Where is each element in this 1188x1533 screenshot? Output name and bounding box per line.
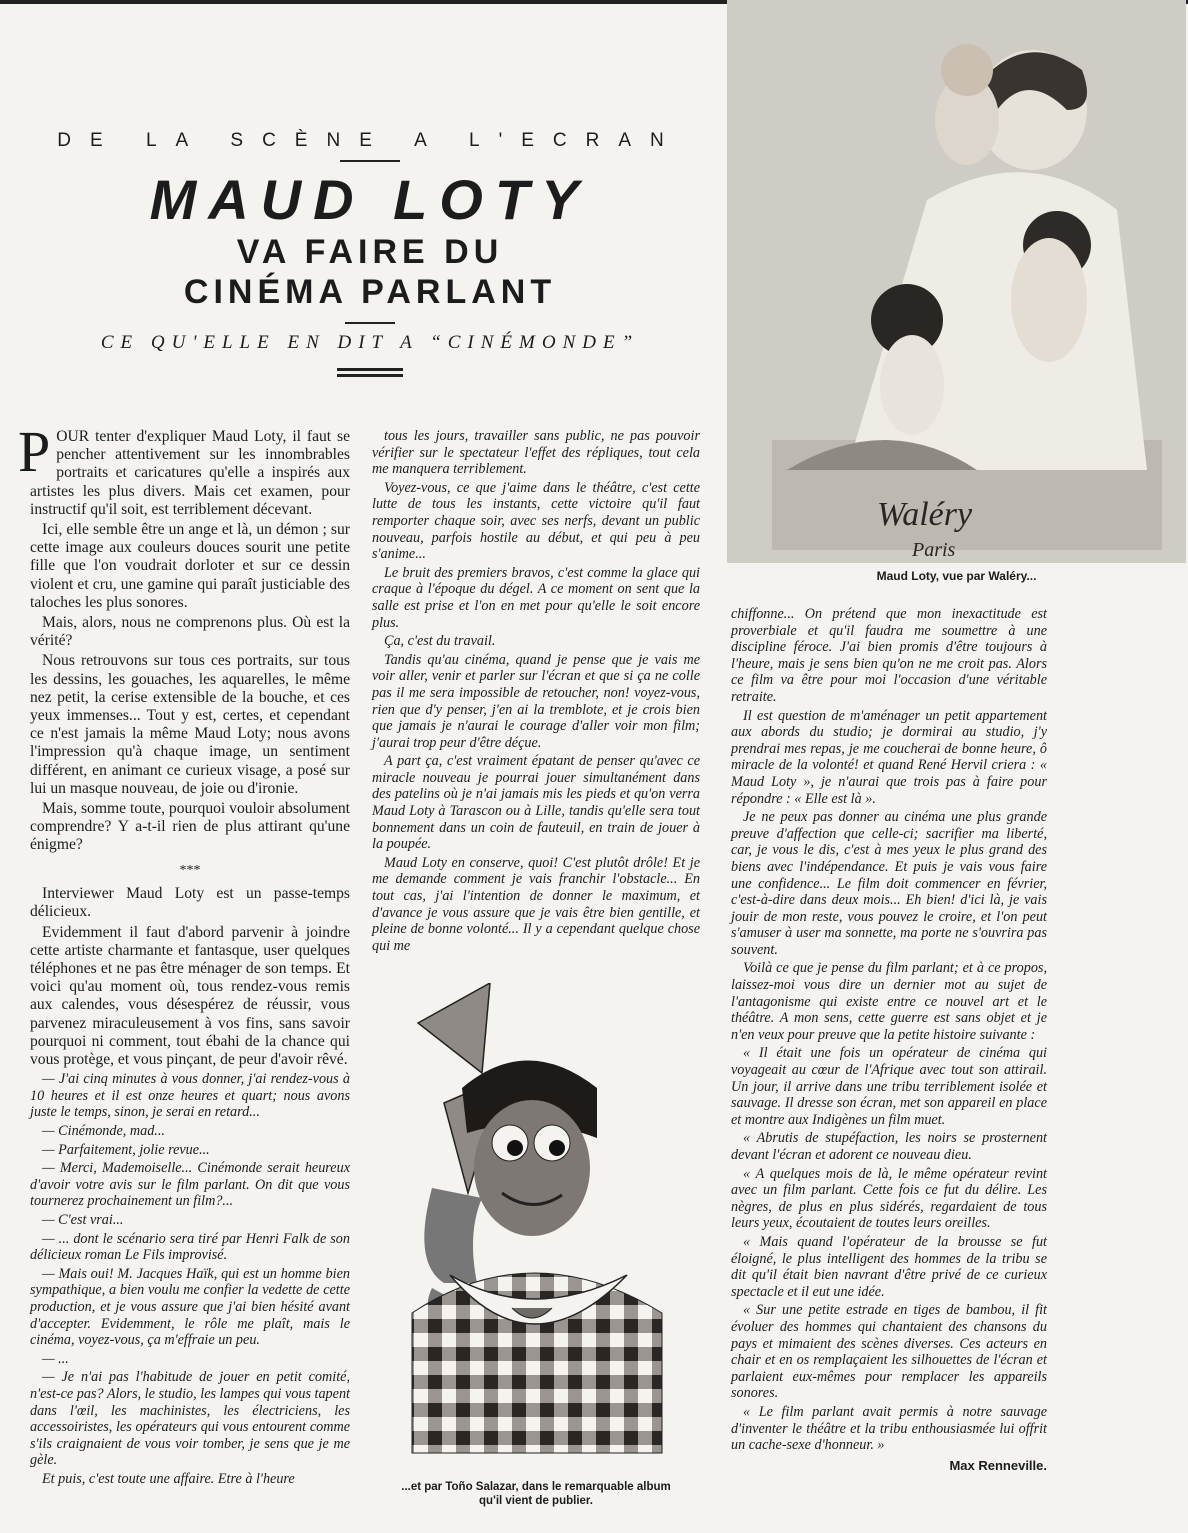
paragraph: tous les jours, travailler sans public, ne pas pouvoir vérifier sur le spectateur l'effet des répliques, tout cela me manquera terriblement. [372, 428, 700, 478]
section-separator: *** [179, 862, 201, 878]
paragraph: « A quelques mois de là, le même opérateur revint avec un film parlant. Cette fois ce fut du délire. Les nègres, de plus en plus sidérés, regardaient de tous leurs yeux, écoutaient de toutes leurs oreilles. [731, 1165, 1047, 1232]
paragraph: « Le film parlant avait permis à notre sauvage d'inventer le théâtre et la tribu enthousiasmée lui offrit un cache-sexe d'honneur. » [731, 1403, 1047, 1454]
subtitle-line-1: VA FAIRE DU [236, 233, 504, 271]
illustration-caption [372, 1480, 700, 1508]
photo-maud-loty-with-dolls [727, 0, 1186, 563]
subtitle-line-2: CINÉMA PARLANT [183, 273, 557, 311]
paragraph: « Mais quand l'opérateur de la brousse se fut éloigné, le plus intelligent des hommes de la tribu se dit qu'il était bien navrant d'être privé de ce curieux spectacle et il eut une idée. [731, 1233, 1047, 1300]
divider [340, 160, 400, 162]
column-3 [731, 606, 1047, 1474]
article-title: MAUD LOTY [149, 168, 591, 231]
dialogue-line: — ... dont le scénario sera tiré par Henri Falk de son délicieux roman Le Fils improvisé. [30, 1230, 350, 1264]
article-header [20, 130, 720, 380]
paragraph: Nous retrouvons sur tous ces portraits, sur tous les dessins, les gouaches, les aquarelles, le même nez petit, la cerise extensible de la bouche, et ces yeux immenses... Tout y est, certes, et cependant ce n'est jamais la même Maud Loty; nous avons l'impression qu'à chaque image, un sentiment différent, en animant ce curieux visage, a posé sur lui un masque nouveau, de joie ou d'ironie. [30, 652, 350, 797]
paragraph: Voilà ce que je pense du film parlant; et à ce propos, laissez-moi vous dire un dernier mot au sujet de l'antagonisme qui existe entre ce nouvel art et le théâtre. A mon sens, cette guerre est sans objet et je n'en veux pour preuve que la petite histoire suivante : [731, 960, 1047, 1043]
paragraph: « Abrutis de stupéfaction, les noirs se prosternent devant l'écran et adorent ce nouveau dieu. [731, 1130, 1047, 1163]
dialogue-line: — J'ai cinq minutes à vous donner, j'ai rendez-vous à 10 heures et il est onze heures et quart; nous avons juste le temps, sinon, je serai en retard... [30, 1071, 350, 1121]
paragraph: Ici, elle semble être un ange et là, un démon ; sur cette image aux couleurs douces sourit une petite fille que l'on voudrait dorloter et sur ce dessin violent et cru, une gamine qui paraît justiciable des taloches les plus sonores. [30, 521, 350, 611]
caricature-drawing [372, 983, 700, 1460]
photo-drawing [727, 0, 1186, 563]
paragraph: Mais, alors, nous ne comprenons plus. Où est la vérité? [30, 614, 350, 650]
dialogue-line: — Mais oui! M. Jacques Haïk, qui est un homme bien sympathique, a bien voulu me confier la vedette de cette production, et je vous assure que j'ai bien hésité avant d'accepter. Evidemment, le rôle me plaît, mais le cinéma, voyez-vous, ça m'effraie un peu. [30, 1265, 350, 1349]
caption-line-1: ...et par Toño Salazar, dans le remarquable album [401, 1481, 671, 1493]
paragraph: « Il était une fois un opérateur de cinéma qui voyageait au cœur de l'Afrique avec tout son attirail. Un jour, il arrive dans une tribu terriblement isolée et sauvage. Il dresse son écran, met son appareil en place et montre aux Indigènes un film muet. [731, 1045, 1047, 1128]
dialogue-line: — Merci, Mademoiselle... Cinémonde serait heureux d'avoir votre avis sur le film parlant. On dit que vous tournerez prochainement un film?... [30, 1160, 350, 1210]
paragraph: Mais, somme toute, pourquoi vouloir absolument comprendre? Y a-t-il rien de plus attirant qu'une énigme? [30, 800, 350, 854]
dropcap: P [18, 419, 51, 484]
dialogue-line: — ... [42, 1350, 69, 1367]
dialogue-line: — Je n'ai pas l'habitude de jouer en petit comité, n'est-ce pas? Alors, le studio, les lampes qui vous tapent dans l'œil, les machinistes, les électriciens, les accessoiristes, les opérateurs qui vous entourent comme s'ils craignaient de vous voir tomber, je sens que je me gèle. [30, 1369, 350, 1469]
paragraph: Ça, c'est du travail. [384, 633, 496, 650]
kicker: DE LA SCÈNE A L'ECRAN [57, 130, 683, 151]
paragraph: A part ça, c'est vraiment épatant de penser qu'avec ce miracle nouveau je pourrai jouer simultanément dans des patelins où je n'ai jamais mis les pieds et qu'on verra Maud Loty à Tarascon ou à Lille, tandis qu'elle sera tout bonnement dans un coin de fauteuil, en train de jouer à la poupée. [372, 753, 700, 853]
column-1 [18, 419, 350, 1490]
caption-line-2: qu'il vient de publier. [479, 1495, 593, 1507]
decorative-rule [337, 368, 403, 377]
dialogue-line: — C'est vrai... [42, 1212, 124, 1229]
paragraph: chiffonne... On prétend que mon inexactitude est proverbiale et qu'il faudra me soumettre à une discipline féroce. J'ai bien promis d'être toujours à l'heure, mais je sens bien qu'on ne me croit pas. Alors ce film va être pour moi l'occasion d'une véritable retraite. [731, 606, 1047, 705]
tagline: CE QU'ELLE EN DIT A “CINÉMONDE” [100, 332, 640, 353]
photo-caption: Maud Loty, vue par Waléry... [876, 569, 1037, 583]
paragraph: Il est question de m'aménager un petit appartement aux abords du studio; je dormirai au studio, j'y prendrai mes repas, je me coucherai de bonne heure, ô miracle de la volonté! et quand René Hervil criera : « Maud Loty », je n'aurai que trois pas à faire pour répondre : « Elle est là ». [731, 707, 1047, 807]
paragraph: Interviewer Maud Loty est un passe-temps délicieux. [30, 885, 350, 921]
paragraph: Je ne peux pas donner au cinéma une plus grande preuve d'affection que celle-ci; sacrifier ma liberté, car, je vous le dis, c'est à mes yeux le plus grand des biens avec l'indépendance. Et puis je vais vous faire une confidence... Le film doit commencer en février, c'est-à-dire dans deux mois... Eh bien! d'ici là, je vais jouir de mon reste, vous pouvez le croire, et l'on peut s'amuser à user ma sonnette, ma porte ne s'ouvrira pas souvent. [731, 809, 1047, 958]
dialogue-line: — Parfaitement, jolie revue... [42, 1141, 210, 1158]
column-2 [372, 428, 700, 956]
paragraph: « Sur une petite estrade en tiges de bambou, il fit évoluer des hommes qui chantaient des chansons du pays et mimaient des scènes diverses. Ces acteurs en chair et en os remplaçaient les silhouettes de l'écran et parlaient eux-mêmes pour remplacer les appareils sonores. [731, 1302, 1047, 1402]
divider [345, 322, 395, 324]
paragraph: OUR tenter d'expliquer Maud Loty, il faut se pencher attentivement sur les innombrables portraits et caricatures qu'elle a inspirés aux artistes les plus divers. Mais cet examen, pour instructif qu'il soit, est terriblement décevant. [30, 428, 350, 518]
dialogue-line: — Cinémonde, mad... [42, 1123, 165, 1140]
paragraph: Voyez-vous, ce que j'aime dans le théâtre, c'est cette lutte de tous les instants, cette victoire qu'il faut remporter chaque soir, avec ses nerfs, devant un public nouveau, parfois hostile au début, et qui peu à peu s'anime... [372, 479, 700, 563]
paragraph: Le bruit des premiers bravos, c'est comme la glace qui craque à l'époque du dégel. A ce moment on sent que la salle est prise et l'on en met pour qu'elle le soit encore plus. [372, 564, 700, 631]
author-signature: Max Renneville. [949, 1457, 1047, 1473]
paragraph: Evidemment il faut d'abord parvenir à joindre cette artiste charmante et fantasque, user quelques téléphones et ne pas être ménager de son temps. Et voici qu'au moment où, tous rendez-vous remis aux calendes, vous désespérez de réussir, vous parvenez miraculeusement à vos fins, sans savoir pourquoi ni comment, tout ébahi de la chance qui vous protège, et vous pinçant, de peur d'avoir rêvé. [30, 923, 350, 1069]
paragraph: Maud Loty en conserve, quoi! C'est plutôt drôle! Et je me demande comment je vais franchir l'obstacle... En tout cas, j'ai l'intention de donner le maximum, et d'avance je vous assure que je vais être bien gentille, et pleine de bonne volonté... Il y a cependant quelque chose qui me [372, 854, 700, 954]
photo-signature-city: Paris [912, 539, 956, 561]
dialogue-line: Et puis, c'est toute une affaire. Etre à l'heure [42, 1470, 295, 1487]
illustration-caricature [372, 983, 700, 1460]
photo-signature: Waléry [877, 496, 973, 533]
paragraph: Tandis qu'au cinéma, quand je pense que je vais me voir aller, venir et parler sur l'écran et que si ça ne colle pas il me sera impossible de retoucher, non! voyez-vous, rien que d'y penser, j'en ai la tremblote, et je crois bien que jamais je n'aurai le courage d'aller voir mon film; j'aurai trop peur d'être déçue. [372, 651, 700, 751]
